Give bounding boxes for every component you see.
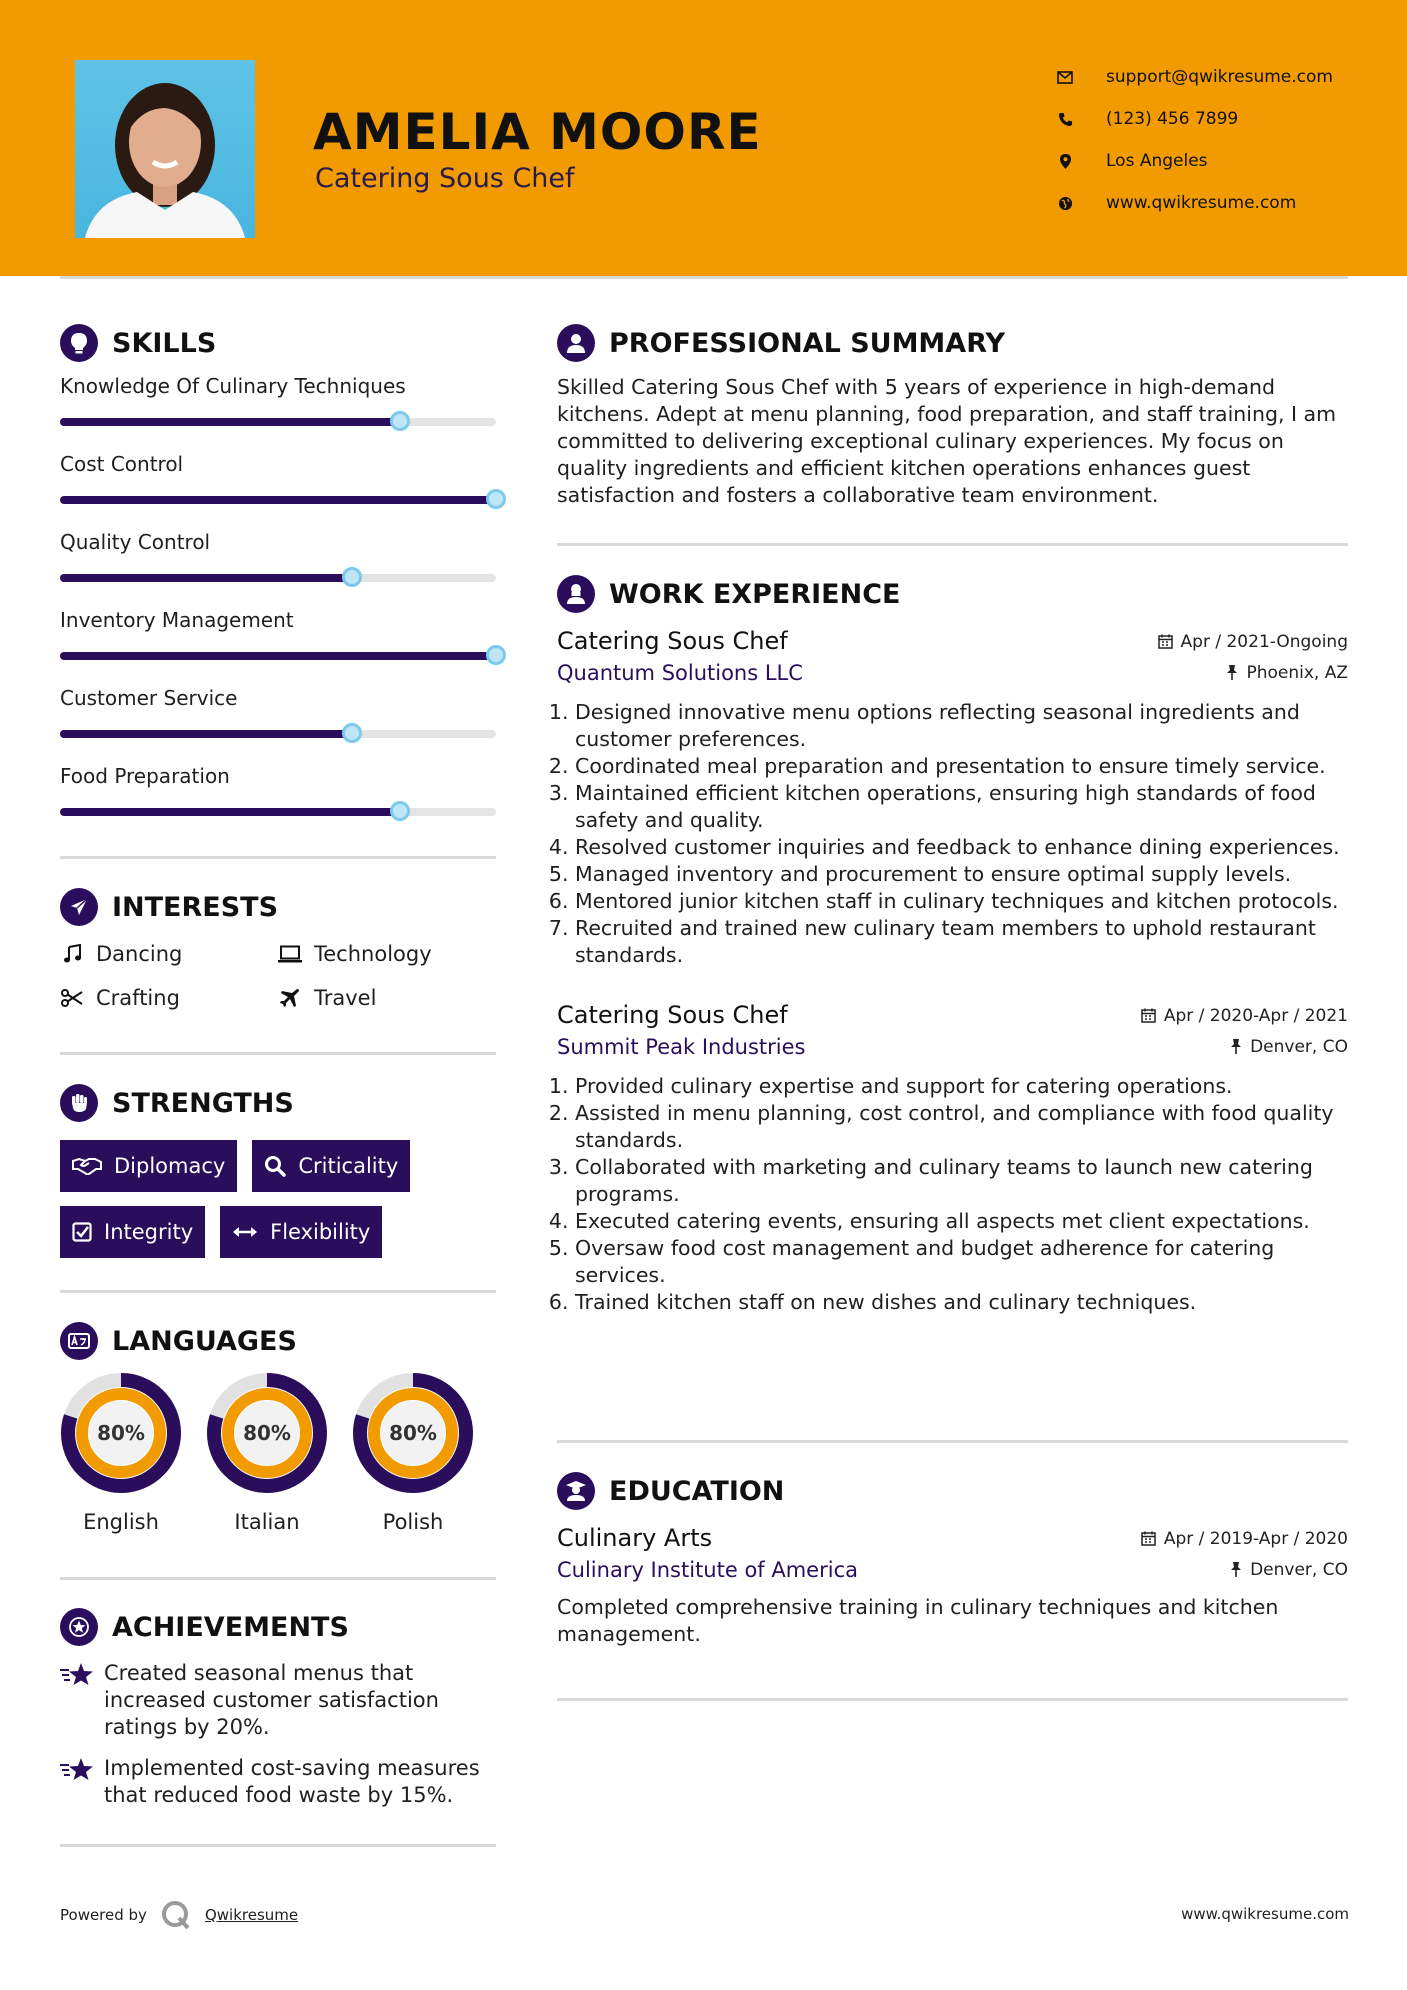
duty-item: 3. Collaborated with marketing and culinary teams to launch new catering programs. [575,1154,1348,1208]
job-title: Catering Sous Chef [557,1001,788,1029]
duty-item: 3. Maintained efficient kitchen operations, ensuring high standards of food safety and quality. [575,780,1348,834]
interest-item [278,986,496,1010]
languages-heading-text: LANGUAGES [112,1325,297,1357]
job-entry [557,1001,1348,1316]
skill-bar-fill [60,652,496,660]
strength-label: Diplomacy [114,1154,226,1178]
star-badge-icon [60,1608,98,1646]
skill-name: Customer Service [60,686,238,710]
interest-item [278,942,496,966]
strengths-tags [60,1140,496,1258]
duty-item: 6. Trained kitchen staff on new dishes and culinary techniques. [575,1289,1348,1316]
strengths-section [60,1084,496,1258]
job-dates-text: Apr / 2021-Ongoing [1180,631,1348,652]
interests-divider [60,1052,496,1055]
language-percent: 80% [97,1421,145,1445]
contact-website-text[interactable]: www.qwikresume.com [1106,193,1297,213]
duty-item: 7. Recruited and trained new culinary team members to uphold restaurant standards. [575,915,1348,969]
language-name: Italian [234,1510,300,1534]
skill-name: Food Preparation [60,764,230,788]
degree-title: Culinary Arts [557,1524,713,1552]
calendar-icon [1141,1531,1156,1546]
company-name: Summit Peak Industries [557,1035,806,1059]
interest-label: Technology [314,942,432,966]
summary-section [557,324,1348,509]
education-dates-text: Apr / 2019-Apr / 2020 [1163,1528,1348,1549]
phone-icon [1050,112,1080,127]
interest-label: Dancing [96,942,183,966]
skill-bar-fill [60,496,496,504]
skills-heading-text: SKILLS [112,327,217,359]
contact-phone[interactable] [1050,98,1333,140]
achievements-heading [60,1608,496,1646]
strength-label: Integrity [104,1220,194,1244]
calendar-icon [1141,1008,1156,1023]
languages-heading [60,1322,496,1360]
skill-name: Cost Control [60,452,184,476]
skill-bar-knob [390,801,410,821]
language-item [206,1372,328,1534]
qwikresume-logo-icon [161,1900,191,1930]
strengths-heading-text: STRENGTHS [112,1087,294,1119]
achievements-section [60,1608,496,1809]
interest-item [60,986,278,1010]
interest-label: Crafting [96,986,180,1010]
duty-item: 1. Designed innovative menu options reflecting seasonal ingredients and customer preferences. [575,699,1348,753]
language-name: English [83,1510,159,1534]
language-item [352,1372,474,1534]
duty-item: 6. Mentored junior kitchen staff in culinary techniques and kitchen protocols. [575,888,1348,915]
language-percent: 80% [243,1421,291,1445]
fist-icon [60,1084,98,1122]
summary-heading-text: PROFESSIONAL SUMMARY [609,327,1006,359]
contact-location [1050,140,1333,182]
duty-item: 4. Executed catering events, ensuring all aspects met client expectations. [575,1208,1348,1235]
skill-bar [60,496,496,504]
header-divider [60,276,1348,279]
duty-item: 2. Assisted in menu planning, cost control, and compliance with food quality standards. [575,1100,1348,1154]
scissors-icon [60,989,84,1007]
interest-label: Travel [314,986,377,1010]
job-dates-text: Apr / 2020-Apr / 2021 [1163,1005,1348,1026]
duties-list [557,699,1348,969]
skill-name: Quality Control [60,530,211,554]
summary-heading [557,324,1348,362]
language-name: Polish [382,1510,444,1534]
skill-bar [60,808,496,816]
company-name: Quantum Solutions LLC [557,661,803,685]
strengths-heading [60,1084,496,1122]
education-heading [557,1472,1348,1510]
interests-section [60,888,496,1010]
experience-heading [557,575,1348,613]
skill-bar-knob [342,723,362,743]
header-banner [0,0,1407,276]
duty-item: 1. Provided culinary expertise and support for catering operations. [575,1073,1348,1100]
skill-bar [60,418,496,426]
music-icon [60,944,84,964]
candidate-title: Catering Sous Chef [315,163,575,194]
language-ring [206,1372,328,1494]
contact-email-text[interactable]: support@qwikresume.com [1106,67,1333,87]
contact-list [1050,56,1333,224]
arrows-horizontal-icon [232,1225,258,1239]
plane-icon [278,988,302,1008]
map-marker-icon [1050,154,1080,169]
skill-name: Knowledge Of Culinary Techniques [60,374,406,398]
profile-photo [75,60,255,238]
skill-bar-knob [486,489,506,509]
job-dates [1158,632,1348,652]
languages-section [60,1322,496,1534]
qwikresume-link[interactable]: Qwikresume [204,1906,299,1924]
strength-tag [220,1206,382,1258]
skill-name: Inventory Management [60,608,294,632]
skill-bar [60,652,496,660]
contact-website[interactable] [1050,182,1333,224]
achievements-list [60,1660,496,1809]
education-text: Completed comprehensive training in culinary techniques and kitchen management. [557,1595,1279,1646]
achievement-text: Implemented cost-saving measures that reduced food waste by 15%. [104,1756,480,1807]
education-section [557,1472,1348,1648]
experience-section [557,575,1348,1316]
summary-text: Skilled Catering Sous Chef with 5 years of experience in high-demand kitchens. Adept at menu planning, food preparation, and staff training, I am committed to delivering exceptional culinary experiences. My focus on quality ingredients and efficient kitchen operations enhances guest satisfaction and fosters a collaborative team environment. [557,375,1337,507]
education-location-text: Denver, CO [1250,1559,1348,1580]
footer-powered-by [60,1900,298,1930]
languages-list [60,1372,496,1534]
skill-bar-fill [60,418,400,426]
language-ring [352,1372,474,1494]
strength-tag [60,1206,205,1258]
pin-icon [1226,665,1238,680]
powered-by-text: Powered by [60,1906,147,1924]
experience-divider [557,1440,1348,1443]
duty-item: 2. Coordinated meal preparation and presentation to ensure timely service. [575,753,1348,780]
skill-bar-knob [486,645,506,665]
interests-heading-text: INTERESTS [112,891,279,923]
job-location [1226,663,1348,683]
interests-heading [60,888,496,926]
star-icon [60,1660,94,1741]
user-icon [557,324,595,362]
paper-plane-icon [60,888,98,926]
strength-label: Criticality [298,1154,399,1178]
job-title: Catering Sous Chef [557,627,788,655]
job-entry [557,627,1348,969]
star-icon [60,1755,94,1809]
lightbulb-icon [60,324,98,362]
job-dates [1141,1006,1348,1026]
education-dates [1141,1529,1348,1549]
globe-icon [1050,196,1080,211]
achievements-heading-text: ACHIEVEMENTS [112,1611,349,1643]
contact-email[interactable] [1050,56,1333,98]
education-location [1230,1560,1348,1580]
calendar-icon [1158,634,1173,649]
skill-bar [60,730,496,738]
language-item [60,1372,182,1534]
job-location-text: Denver, CO [1250,1036,1348,1057]
skills-section [60,324,496,842]
graduate-icon [557,1472,595,1510]
handshake-icon [72,1157,102,1175]
job-location-text: Phoenix, AZ [1246,662,1348,683]
chef-icon [557,575,595,613]
education-entry [557,1524,1348,1648]
achievement-item [60,1755,496,1809]
skill-bar-fill [60,730,352,738]
contact-phone-text: (123) 456 7899 [1106,109,1239,129]
language-percent: 80% [389,1421,437,1445]
summary-divider [557,543,1348,546]
skill-bar-fill [60,574,352,582]
skills-divider [60,856,496,859]
education-heading-text: EDUCATION [609,1475,785,1507]
strengths-divider [60,1290,496,1293]
duty-item: 5. Managed inventory and procurement to ensure optimal supply levels. [575,861,1348,888]
job-location [1230,1037,1348,1057]
contact-location-text: Los Angeles [1106,151,1208,171]
laptop-icon [278,945,302,963]
skills-list [60,374,496,816]
strength-tag [252,1140,410,1192]
duty-item: 5. Oversaw food cost management and budget adherence for catering services. [575,1235,1348,1289]
interests-grid [60,942,496,1010]
school-name: Culinary Institute of America [557,1558,858,1582]
footer-url[interactable]: www.qwikresume.com [1181,1905,1349,1923]
skills-heading [60,324,496,362]
interest-item [60,942,278,966]
language-ring [60,1372,182,1494]
envelope-icon [1050,71,1080,84]
skill-bar-knob [390,411,410,431]
education-divider [557,1698,1348,1701]
strength-tag [60,1140,237,1192]
check-square-icon [72,1222,92,1242]
languages-divider [60,1577,496,1580]
duty-item: 4. Resolved customer inquiries and feedback to enhance dining experiences. [575,834,1348,861]
skill-bar-knob [342,567,362,587]
pin-icon [1230,1562,1242,1577]
search-icon [264,1155,286,1177]
achievement-text: Created seasonal menus that increased customer satisfaction ratings by 20%. [104,1661,439,1739]
pin-icon [1230,1039,1242,1054]
language-card-icon [60,1322,98,1360]
duties-list [557,1073,1348,1316]
experience-heading-text: WORK EXPERIENCE [609,578,901,610]
achievement-item [60,1660,496,1741]
candidate-name: AMELIA MOORE [313,103,762,161]
skill-bar-fill [60,808,400,816]
skill-bar [60,574,496,582]
strength-label: Flexibility [270,1220,371,1244]
achievements-divider [60,1844,496,1847]
